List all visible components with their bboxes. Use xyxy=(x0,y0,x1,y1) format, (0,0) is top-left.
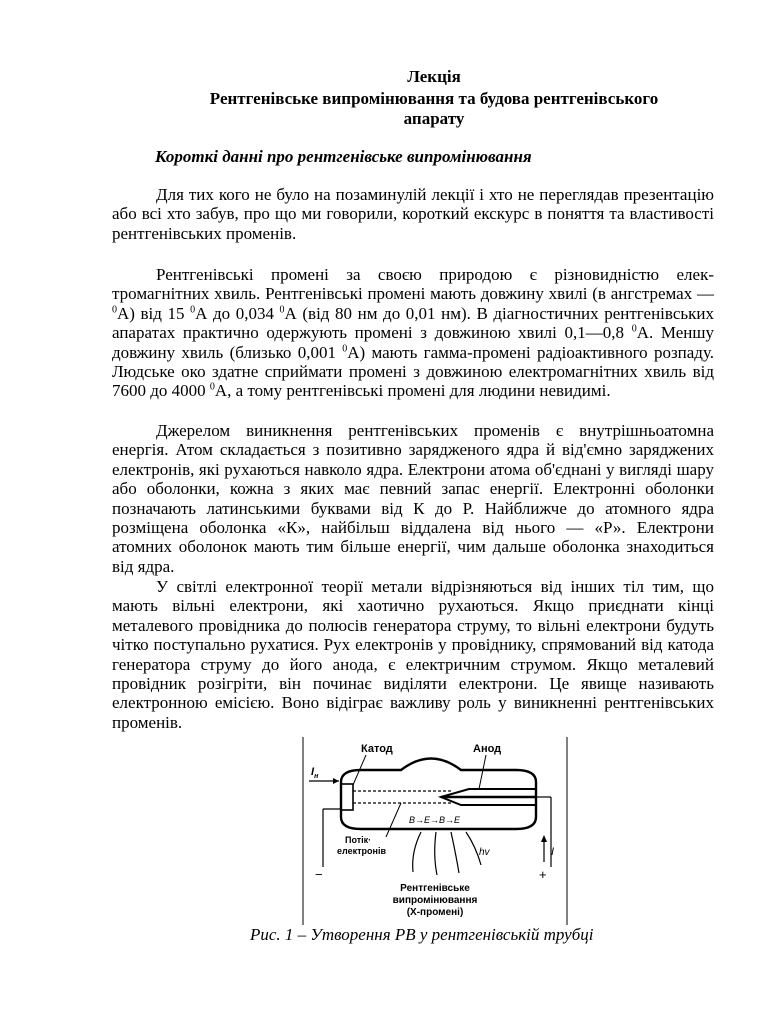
paragraph-electron-emission: У світлі електронної теорії метали відрізняються від інших тіл тим, що мають вільні електрони, які хаотично рухаються. Якщо приєднати кінці металевого провідника до полюсів генератора струму, то вільні електрони будуть чітко поступально рухатися. Рух електронів у провіднику, спрямований від катода генератора струму до його анода, є електричним струмом. Якщо металевий провідник розігріти, він починає виділяти електрони. Це явище називають електронною емісією. Воно відіграє важливу роль у виникненні рентгенівських променів. xyxy=(112,577,714,732)
xray-ray-2 xyxy=(435,832,437,875)
label-filament-current: $I_н$ xyxy=(311,766,319,780)
current-arrowhead xyxy=(541,835,547,842)
label-current: I xyxy=(551,846,555,858)
xray-ray-1 xyxy=(413,832,421,872)
label-minus: − xyxy=(315,867,323,882)
xray-tube-figure xyxy=(301,737,569,925)
label-flow-line2: електронів xyxy=(337,846,386,856)
label-cathode: Катод xyxy=(361,743,393,755)
label-xray-line1: Рентгенівське xyxy=(400,883,470,894)
flow-pointer xyxy=(386,803,401,837)
title-line-1: Рентгенівське випромінювання та будова рентгенівського xyxy=(209,89,659,108)
figure-caption: Рис. 1 – Утворення РВ у рентгенівській трубці xyxy=(250,925,594,944)
filament-arrowhead xyxy=(333,778,339,784)
cathode-block xyxy=(341,784,353,810)
paragraph-atom-energy: Джерелом виникнення рентгенівських променів є внутрішньоатомна енергія. Атом складається з позитивно зарядженого ядра й від'ємно заряджених електронів, які рухаються навколо ядра. Електрони атома об'єднані у вигляді шару або оболонки, кожна з яких має певний запас енергії. Електронні оболонки позначають латинськими буквами від К до Р. Найближче до атомного ядра розміщена оболонка «К», найбільш віддалена від нього — «Р». Електрони атомних оболонок мають тим більше енергії, чим дальше оболонка знаходиться від ядра. xyxy=(112,421,714,576)
label-hv: hv xyxy=(479,847,490,858)
lecture-heading: Лекція xyxy=(407,67,461,86)
section-subtitle: Короткі данні про рентгенівське випромінювання xyxy=(155,147,532,166)
paragraph-intro: Для тих кого не було на позаминулій лекції і хто не переглядав презентацію або всі хто забув, про що ми говорили, короткий екскурс в поняття та властивості рентгенівських променів. xyxy=(112,185,714,243)
xray-tube-diagram xyxy=(301,737,569,925)
label-anode: Анод xyxy=(473,743,502,755)
title-line-2: апарату xyxy=(403,109,465,128)
xray-ray-3 xyxy=(451,832,459,873)
label-plus: + xyxy=(539,867,547,882)
label-beam: В→Е→В→Е xyxy=(409,815,461,825)
label-flow-line1: Потік· xyxy=(345,835,372,845)
paragraph-xray-nature: Рентгенівські промені за своєю природою є різновидністю елек-тромагнітних хвиль. Рентгенівські промені мають довжину хвилі (в ангстремах — $^0$А) від 15 $^0$А до 0,034 $^0$А (від 80 нм до 0,01 нм). В діагностичних рентгенівських апаратах практично одержують промені з довжиною хвилі 0,1—0,8 $^0$А. Меншу довжину хвиль (близько 0,001 $^0$А) мають гамма-промені радіоактивного розпаду. Людське око здатне сприймати промені з довжиною електромагнітних хвиль від 7600 до 4000 $^0$А, а тому рентгенівські промені для людини невидимі. xyxy=(112,265,715,401)
anode-pointer xyxy=(479,755,486,789)
label-xray-line3: (Х-промені) xyxy=(406,907,464,918)
label-xray-line2: випромінювання xyxy=(392,895,478,906)
